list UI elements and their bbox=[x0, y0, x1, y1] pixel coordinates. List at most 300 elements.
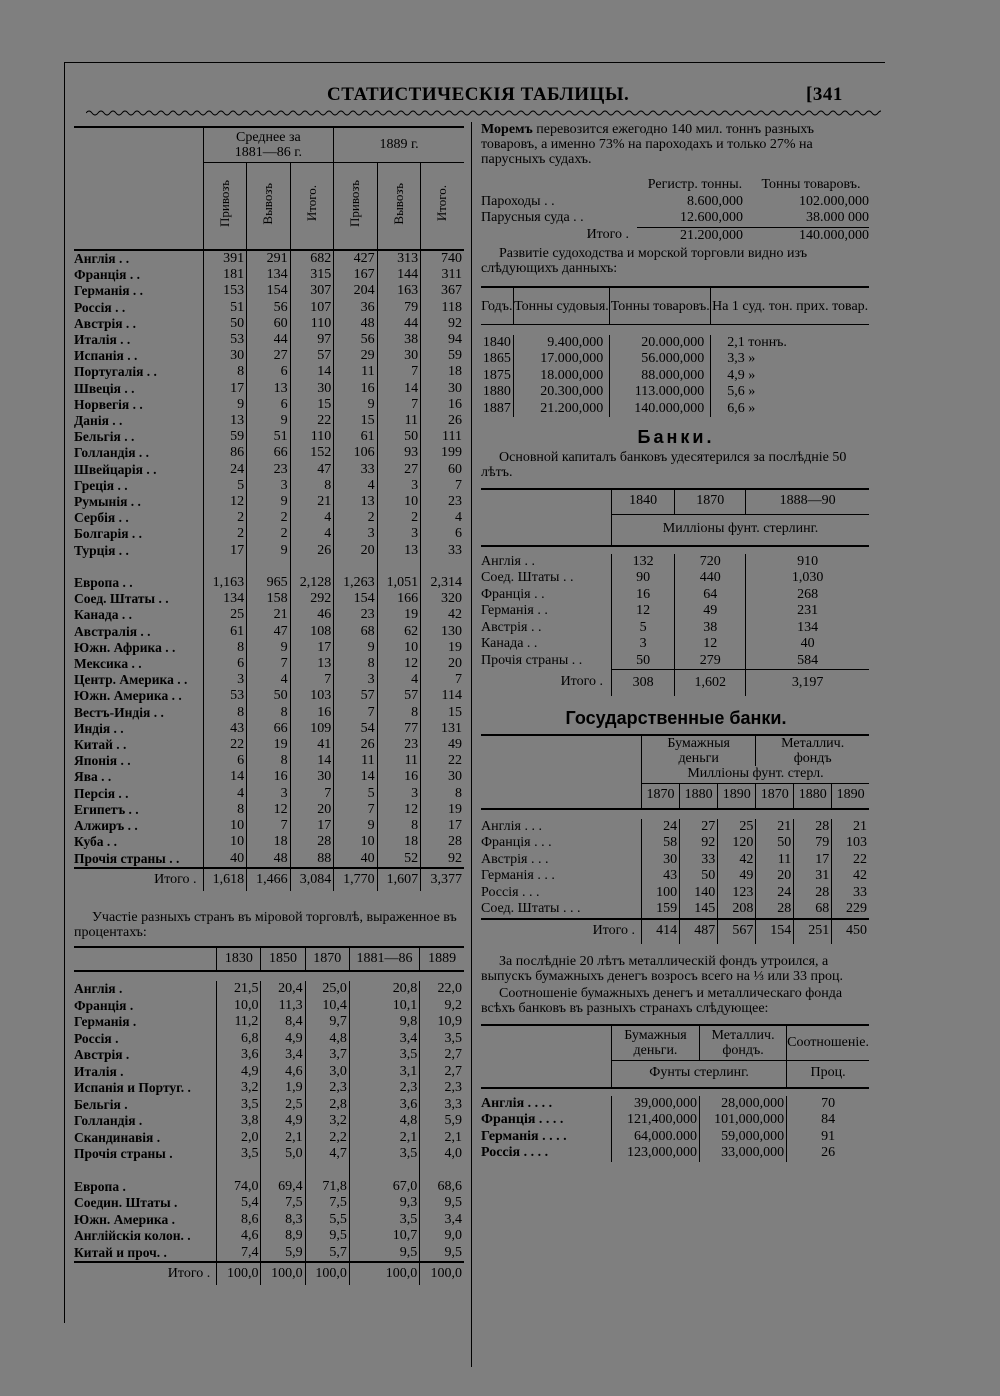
cell: 17 bbox=[421, 818, 464, 834]
cell: 6 bbox=[203, 753, 247, 769]
row-label: Голландія . bbox=[74, 1113, 143, 1128]
cell: 44 bbox=[247, 332, 291, 348]
column-header: 1881—86 bbox=[349, 947, 419, 971]
cell: 1,9 bbox=[261, 1080, 305, 1097]
cell: 2,314 bbox=[421, 575, 464, 591]
column-header: Металлич. фондъ bbox=[756, 735, 869, 766]
cell: 30 bbox=[421, 769, 464, 785]
total-cell: 567 bbox=[718, 919, 756, 944]
total-cell: 100,0 bbox=[420, 1262, 464, 1285]
cell: 159 bbox=[642, 901, 680, 919]
row-label: Швейцарія . . bbox=[74, 461, 157, 477]
cell: 53 bbox=[203, 332, 247, 348]
total-cell: 3,197 bbox=[746, 670, 869, 696]
cell: 69,4 bbox=[261, 1179, 305, 1196]
sea-intro: перевозится ежегодно 140 мил. тоннъ разныхъ товаровъ, а именно 73% на пароходахъ и только 27% на парусныхъ судахъ. bbox=[481, 122, 814, 167]
cell: 79 bbox=[377, 300, 420, 316]
year-cell: 1840 bbox=[482, 334, 511, 350]
table-row bbox=[74, 1179, 464, 1196]
cell: 163 bbox=[377, 283, 420, 299]
row-label: Сербія . . bbox=[74, 510, 129, 526]
development-table bbox=[481, 286, 869, 417]
row-label: Вестъ-Индія . . bbox=[74, 704, 164, 720]
cell: 13 bbox=[334, 494, 377, 510]
cell: 109 bbox=[290, 721, 334, 737]
sea-section bbox=[481, 122, 871, 1162]
cell: 3,1 bbox=[349, 1064, 419, 1081]
cell: 56 bbox=[334, 332, 377, 348]
cell: 152 bbox=[290, 445, 334, 461]
column-header: Бумажныя деньги bbox=[642, 735, 756, 766]
row-label: Германія . . . bbox=[481, 868, 555, 883]
cell: 42 bbox=[718, 852, 756, 869]
corner bbox=[481, 766, 642, 783]
table-row bbox=[74, 998, 464, 1015]
cell: 7 bbox=[377, 364, 420, 380]
table-row bbox=[74, 607, 464, 623]
cell: 11 bbox=[756, 852, 794, 869]
table-row bbox=[74, 381, 464, 397]
column-header: 1830 bbox=[217, 947, 261, 971]
cell: 14 bbox=[203, 769, 247, 785]
table-row bbox=[481, 636, 869, 653]
table-row bbox=[74, 543, 464, 559]
row-label: Соед. Штаты . . bbox=[74, 591, 169, 607]
cell: 199 bbox=[421, 445, 464, 461]
table-row bbox=[74, 445, 464, 461]
table-row bbox=[481, 368, 869, 385]
spacer-row bbox=[481, 1088, 869, 1096]
cell: 17 bbox=[203, 381, 247, 397]
cell: 2,2 bbox=[305, 1130, 349, 1147]
cell: 28 bbox=[794, 819, 832, 836]
table-row bbox=[481, 554, 869, 571]
cell: 740 bbox=[421, 250, 464, 267]
cell: 110 bbox=[290, 316, 334, 332]
cell: 6,8 bbox=[217, 1031, 261, 1048]
cell: 4,8 bbox=[349, 1113, 419, 1130]
table-row bbox=[74, 1130, 464, 1147]
cell: 4 bbox=[290, 510, 334, 526]
table-row bbox=[481, 570, 869, 587]
cell: 120 bbox=[718, 835, 756, 852]
corner bbox=[481, 514, 612, 546]
row-label: Китай и проч. . bbox=[74, 1244, 167, 1260]
cell: 292 bbox=[290, 591, 334, 607]
cell: 18 bbox=[247, 834, 291, 850]
cell: 10 bbox=[377, 640, 420, 656]
cell: 6 bbox=[247, 364, 291, 380]
cell: 21,5 bbox=[217, 981, 261, 998]
cell: 40 bbox=[334, 851, 377, 868]
cell: 18 bbox=[421, 364, 464, 380]
column-header-label: Итого. bbox=[303, 185, 319, 222]
cell: 11 bbox=[334, 753, 377, 769]
total-cell: 100,0 bbox=[305, 1262, 349, 1285]
cell bbox=[421, 559, 464, 575]
column-header bbox=[203, 163, 247, 251]
cell bbox=[377, 559, 420, 575]
cell: 10,1 bbox=[349, 998, 419, 1015]
table-row bbox=[74, 1014, 464, 1031]
cell: 367 bbox=[421, 283, 464, 299]
cell: 4,7 bbox=[305, 1146, 349, 1163]
cell: 22,0 bbox=[420, 981, 464, 998]
cell: 50 bbox=[377, 429, 420, 445]
cell: 2,0 bbox=[217, 1130, 261, 1147]
total-row bbox=[74, 868, 464, 891]
cell: 720 bbox=[675, 554, 746, 571]
cell: 9,3 bbox=[349, 1195, 419, 1212]
year-cell: 1865 bbox=[482, 351, 511, 366]
table-row bbox=[481, 351, 869, 368]
cell: 2,1 тоннъ. bbox=[711, 335, 869, 352]
cell: 7,5 bbox=[261, 1195, 305, 1212]
cell: 10,7 bbox=[349, 1228, 419, 1245]
cell: 22 bbox=[421, 753, 464, 769]
table-row bbox=[74, 688, 464, 704]
cell: 38 bbox=[377, 332, 420, 348]
column-header: 1870 bbox=[675, 489, 746, 515]
row-label: Прочія страны . bbox=[74, 1146, 173, 1161]
cell: 17.000,000 bbox=[513, 351, 610, 368]
cell: 12 bbox=[612, 603, 675, 620]
cell: 10 bbox=[203, 818, 247, 834]
cell: 154 bbox=[334, 591, 377, 607]
cell: 49 bbox=[718, 868, 756, 885]
sea-table bbox=[481, 177, 869, 244]
total-cell: 1,466 bbox=[247, 868, 291, 891]
cell: 1,030 bbox=[746, 570, 869, 587]
cell: 11,3 bbox=[261, 998, 305, 1015]
cell: 25,0 bbox=[305, 981, 349, 998]
cell: 10,9 bbox=[420, 1014, 464, 1031]
cell: 16 bbox=[377, 769, 420, 785]
cell: 6 bbox=[247, 397, 291, 413]
table-row bbox=[481, 335, 869, 352]
row-label: Португалія . . bbox=[74, 364, 157, 380]
cell: 910 bbox=[746, 554, 869, 571]
cell: 140.000,000 bbox=[610, 401, 711, 418]
cell: 8 bbox=[247, 705, 291, 721]
cell: 6,6 » bbox=[711, 401, 869, 418]
cell: 16 bbox=[290, 705, 334, 721]
cell: 56 bbox=[247, 300, 291, 316]
cell: 8 bbox=[203, 364, 247, 380]
row-label: Китай . . bbox=[74, 737, 127, 753]
cell: 7 bbox=[334, 802, 377, 818]
cell: 101,000,000 bbox=[699, 1112, 786, 1129]
corner bbox=[481, 177, 637, 194]
cell: 27 bbox=[377, 462, 420, 478]
row-label: Пароходы . . bbox=[481, 193, 555, 209]
cell: 21.200,000 bbox=[513, 401, 610, 418]
column-header bbox=[290, 163, 334, 251]
column-header-label: Итого. bbox=[434, 185, 450, 222]
cell: 59 bbox=[203, 429, 247, 445]
cell: 20,8 bbox=[349, 981, 419, 998]
cell: 2,3 bbox=[349, 1080, 419, 1097]
cell: 134 bbox=[746, 620, 869, 637]
cell: 9,2 bbox=[420, 998, 464, 1015]
cell: 9 bbox=[247, 543, 291, 559]
table-row bbox=[74, 332, 464, 348]
cell: 15 bbox=[290, 397, 334, 413]
corner bbox=[481, 783, 642, 809]
table-row bbox=[74, 478, 464, 494]
row-label: Англія . . bbox=[481, 553, 535, 569]
cell: 66 bbox=[247, 721, 291, 737]
cell: 21 bbox=[832, 819, 869, 836]
cell: 584 bbox=[746, 653, 869, 670]
cell: 60 bbox=[421, 462, 464, 478]
cell: 2 bbox=[377, 510, 420, 526]
corner bbox=[481, 1060, 612, 1088]
total-cell: 414 bbox=[642, 919, 680, 944]
cell: 3 bbox=[377, 478, 420, 494]
cell: 79 bbox=[794, 835, 832, 852]
row-label: Японія . . bbox=[74, 753, 131, 769]
table-row bbox=[481, 194, 869, 211]
cell: 3,3 bbox=[420, 1097, 464, 1114]
cell: 33 bbox=[832, 885, 869, 902]
cell: 10 bbox=[334, 834, 377, 850]
table-row bbox=[74, 818, 464, 834]
cell: 279 bbox=[675, 653, 746, 670]
table-row bbox=[74, 656, 464, 672]
cell: 154 bbox=[247, 283, 291, 299]
cell: 3,6 bbox=[217, 1047, 261, 1064]
table-row bbox=[74, 494, 464, 510]
table-row bbox=[74, 1064, 464, 1081]
row-label: Германія . bbox=[74, 1014, 137, 1029]
row-label: Скандинавія . bbox=[74, 1129, 161, 1145]
cell: 39,000,000 bbox=[612, 1096, 700, 1113]
state-banks-title: Государственные банки. bbox=[565, 707, 787, 728]
cell: 8 bbox=[334, 656, 377, 672]
cell: 100 bbox=[642, 885, 680, 902]
cell: 132 bbox=[612, 554, 675, 571]
table-row bbox=[481, 401, 869, 418]
cell: 140 bbox=[680, 885, 718, 902]
row-label: Канада . . bbox=[481, 636, 538, 651]
cell: 12 bbox=[675, 636, 746, 653]
cell: 9,5 bbox=[420, 1195, 464, 1212]
cell: 3,4 bbox=[349, 1031, 419, 1048]
table-row bbox=[74, 851, 464, 868]
spacer-row bbox=[481, 325, 869, 335]
state-text2: Соотношеніе бумажныхъ денегъ и металлическаго фонда всѣхъ банковъ въ разныхъ странахъ слѣдующее: bbox=[481, 985, 843, 1016]
cell: 2,7 bbox=[420, 1047, 464, 1064]
cell: 21 bbox=[247, 607, 291, 623]
cell: 94 bbox=[421, 332, 464, 348]
cell: 181 bbox=[203, 267, 247, 283]
cell: 88.000,000 bbox=[610, 368, 711, 385]
row-label: Англійскія колон. . bbox=[74, 1228, 191, 1244]
cell: 50 bbox=[203, 316, 247, 332]
cell: 28 bbox=[756, 901, 794, 919]
cell: 30 bbox=[377, 348, 420, 364]
column-header bbox=[421, 163, 464, 251]
cell: 27 bbox=[247, 348, 291, 364]
cell: 24 bbox=[756, 885, 794, 902]
column-header: 1890 bbox=[832, 783, 869, 809]
cell: 46 bbox=[290, 607, 334, 623]
cell: 2,1 bbox=[349, 1130, 419, 1147]
row-label: Англія . . bbox=[74, 251, 130, 266]
cell: 7 bbox=[421, 478, 464, 494]
cell: 3,3 » bbox=[711, 351, 869, 368]
cell: 64 bbox=[675, 587, 746, 604]
cell: 49 bbox=[675, 603, 746, 620]
cell: 8 bbox=[247, 753, 291, 769]
table-row bbox=[74, 672, 464, 688]
cell: 4 bbox=[377, 672, 420, 688]
cell: 97 bbox=[290, 332, 334, 348]
table-row bbox=[74, 834, 464, 850]
row-label: Италія . . bbox=[74, 332, 131, 348]
table-row bbox=[74, 981, 464, 998]
cell: 74,0 bbox=[217, 1179, 261, 1196]
cell: 24 bbox=[203, 462, 247, 478]
row-label: Бельгія . . bbox=[74, 429, 135, 445]
table-row bbox=[481, 587, 869, 604]
total-label: Итого . bbox=[560, 674, 603, 690]
row-label: Италія . bbox=[74, 1063, 124, 1079]
column-header: 1850 bbox=[261, 947, 305, 971]
row-label: Европа . . bbox=[74, 575, 133, 591]
cell: 3,8 bbox=[217, 1113, 261, 1130]
cell: 20 bbox=[421, 656, 464, 672]
table-row bbox=[74, 1146, 464, 1163]
cell: 2 bbox=[247, 526, 291, 542]
spacer-row bbox=[481, 546, 869, 554]
cell: 19 bbox=[421, 802, 464, 818]
cell: 27 bbox=[680, 819, 718, 836]
row-label: Мексика . . bbox=[74, 656, 142, 672]
cell: 130 bbox=[421, 624, 464, 640]
cell: 313 bbox=[377, 250, 420, 267]
cell: 53 bbox=[203, 688, 247, 704]
total-label: Итого . bbox=[586, 227, 629, 243]
cell: 3,5 bbox=[217, 1097, 261, 1114]
cell: 4,8 bbox=[305, 1031, 349, 1048]
cell: 50 bbox=[612, 653, 675, 670]
table-row bbox=[74, 250, 464, 267]
cell: 2,1 bbox=[261, 1130, 305, 1147]
cell: 25 bbox=[203, 607, 247, 623]
total-cell: 3,084 bbox=[290, 868, 334, 891]
cell: 13 bbox=[377, 543, 420, 559]
group-header: Среднее за 1881—86 г. bbox=[203, 127, 334, 163]
table-row bbox=[74, 316, 464, 332]
cell: 9 bbox=[247, 413, 291, 429]
cell: 43 bbox=[203, 721, 247, 737]
cell: 4 bbox=[290, 526, 334, 542]
column-header: 1890 bbox=[718, 783, 756, 809]
row-label: Прочія страны . . bbox=[481, 652, 583, 668]
year-cell: 1880 bbox=[482, 384, 511, 399]
row-label: Прочія страны . . bbox=[74, 850, 180, 866]
cell: 58 bbox=[642, 835, 680, 852]
column-divider bbox=[471, 122, 472, 1367]
cell: 2,8 bbox=[305, 1097, 349, 1114]
cell: 47 bbox=[290, 462, 334, 478]
total-label: Итого . bbox=[481, 919, 642, 944]
row-label: Бельгія . bbox=[74, 1096, 128, 1112]
row-label: Болгарія . . bbox=[74, 526, 143, 542]
column-header: Тонны товаровъ. bbox=[610, 287, 711, 325]
cell: 12 bbox=[377, 656, 420, 672]
total-label: Итого . bbox=[74, 868, 203, 891]
cell: 92 bbox=[680, 835, 718, 852]
cell: 20.300,000 bbox=[513, 384, 610, 401]
row-label: Южн. Африка . . bbox=[74, 639, 176, 655]
cell: 5 bbox=[612, 620, 675, 637]
cell: 18 bbox=[377, 834, 420, 850]
cell: 88 bbox=[290, 851, 334, 868]
cell: 19 bbox=[421, 640, 464, 656]
spacer-row bbox=[481, 809, 869, 819]
corner bbox=[481, 735, 642, 766]
cell bbox=[247, 559, 291, 575]
total-cell: 100,0 bbox=[217, 1262, 261, 1285]
total-row bbox=[481, 919, 869, 944]
column-header: Тонны товаровъ. bbox=[761, 177, 861, 192]
year-cell: 1875 bbox=[482, 367, 511, 383]
cell: 91 bbox=[787, 1129, 869, 1146]
cell: 8 bbox=[421, 786, 464, 802]
cell: 3,5 bbox=[420, 1031, 464, 1048]
cell bbox=[349, 1163, 419, 1179]
table-row bbox=[481, 603, 869, 620]
corner bbox=[481, 489, 612, 515]
row-label: Россія . bbox=[74, 1030, 119, 1046]
cell: 2 bbox=[203, 526, 247, 542]
cell: 7,4 bbox=[217, 1245, 261, 1263]
cell: 2,7 bbox=[420, 1064, 464, 1081]
cell: 4 bbox=[247, 672, 291, 688]
cell: 23 bbox=[377, 737, 420, 753]
cell: 50 bbox=[680, 868, 718, 885]
cell: 3 bbox=[377, 786, 420, 802]
table-row bbox=[74, 283, 464, 299]
total-cell: 100,0 bbox=[261, 1262, 305, 1285]
cell: 36 bbox=[334, 300, 377, 316]
ratio-table bbox=[481, 1024, 869, 1162]
table-row bbox=[74, 300, 464, 316]
cell: 682 bbox=[290, 250, 334, 267]
cell: 123 bbox=[718, 885, 756, 902]
cell: 30 bbox=[290, 381, 334, 397]
cell: 12 bbox=[377, 802, 420, 818]
cell: 3 bbox=[203, 672, 247, 688]
cell: 8,3 bbox=[261, 1212, 305, 1229]
column-header-label: Вывозъ bbox=[260, 182, 276, 225]
cell: 5,6 » bbox=[711, 384, 869, 401]
cell: 3,4 bbox=[420, 1212, 464, 1229]
cell bbox=[261, 1163, 305, 1179]
cell: 38 bbox=[675, 620, 746, 637]
table-row bbox=[481, 885, 869, 902]
cell: 5 bbox=[334, 786, 377, 802]
cell: 8 bbox=[203, 705, 247, 721]
row-label bbox=[74, 1163, 217, 1179]
cell: 9 bbox=[247, 640, 291, 656]
total-cell: 3,377 bbox=[421, 868, 464, 891]
column-header: Металлич. фондъ. bbox=[699, 1025, 786, 1061]
cell: 61 bbox=[334, 429, 377, 445]
